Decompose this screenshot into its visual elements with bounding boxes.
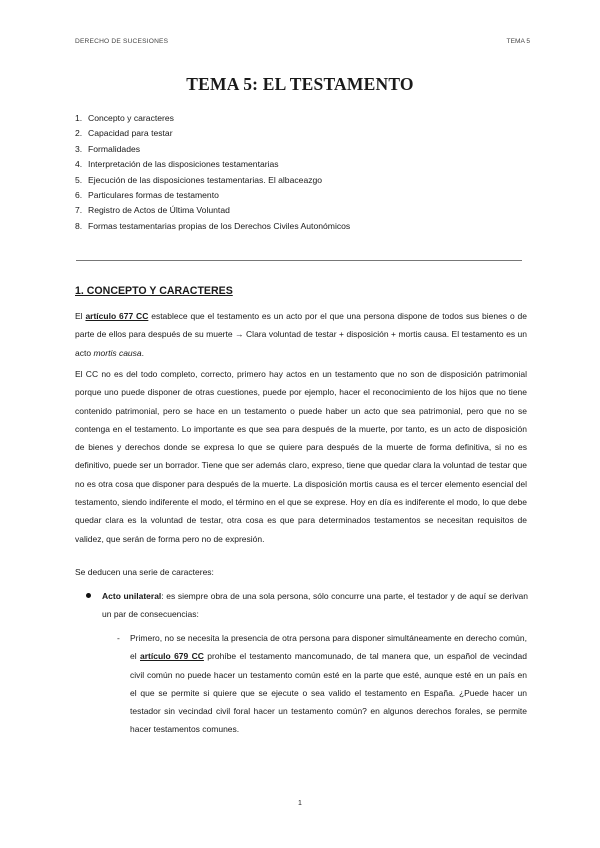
page-title: TEMA 5: EL TESTAMENTO <box>186 74 414 94</box>
text-run: El <box>75 311 86 321</box>
page-number: 1 <box>298 800 302 807</box>
paragraph-intro-characteristics: Se deducen una serie de caracteres: <box>75 567 214 577</box>
toc-label: Formas testamentarias propias de los Derechos Civiles Autonómicos <box>88 220 351 231</box>
header-right: TEMA 5 <box>506 38 530 45</box>
article-reference: artículo 679 CC <box>140 651 204 662</box>
toc-number: 5. <box>75 174 83 185</box>
toc-label: Particulares formas de testamento <box>88 190 219 201</box>
toc-number: 2. <box>75 128 83 139</box>
table-of-contents <box>75 111 350 234</box>
toc-item <box>75 142 350 157</box>
toc-item <box>75 111 350 126</box>
header-left: DERECHO DE SUCESIONES <box>75 38 169 45</box>
bullet-term: Acto unilateral <box>102 591 162 601</box>
toc-number: 3. <box>75 143 83 154</box>
section-divider <box>76 260 522 261</box>
toc-item <box>75 188 350 203</box>
section-heading: 1. CONCEPTO Y CARACTERES <box>75 285 233 297</box>
bullet-text <box>102 587 528 624</box>
article-reference: artículo 677 CC <box>85 311 149 321</box>
toc-label: Capacidad para testar <box>88 128 173 139</box>
toc-item <box>75 173 350 188</box>
toc-label: Ejecución de las disposiciones testamentarias. El albaceazgo <box>88 174 323 185</box>
dash-marker: - <box>117 633 120 643</box>
toc-label: Formalidades <box>88 143 141 154</box>
paragraph-explanation: El CC no es del todo completo, correcto, primero hay actos en un testamento que no son de disposición patrimonial porque uno puede disponer de otras cuestiones, puede por ejemplo, hacer el reconocimiento de los hijos que no tiene contenido patrimonial, pero se hace en un testamento o puede haber un acto que sea patrimonial, pero que no se contenga en el testamento. Lo importante es que sea para después de la muerte, por tanto, es un acto de disposición de bienes y derechos donde se expresa lo que se quiere para después de la muerte de forma definitiva, si no es definitivo, puede ser un borrador. Tiene que ser además claro, expreso, tiene que quedar clara la voluntad de testar que no es otra cosa que disponer para después de la muerte. La disposición mortis causa es el tercer elemento esencial del testamento, siendo indiferente el modo, el término en el que se exprese. Hoy en día es indiferente el modo, lo que debe quedar clara es la voluntad de testar, otra cosa es que para determinados testamentos se necesitan requisitos de validez, que serán de forma pero no de expresión. <box>75 369 527 544</box>
toc-number: 8. <box>75 220 83 231</box>
text-run: prohíbe el testamento mancomunado, de tal manera que, un español de vecindad civil común no puede hacer un testamento común esté en la parte que esté, aunque esté en un país en el que se permite si quiere que se ejecute o sea valido el testamento en España. ¿Puede hacer un testador sin vecindad civil foral hacer un testamento común? en algunos derechos forales, se permite hacer testamentos comunes. <box>130 651 528 735</box>
toc-item <box>75 219 350 234</box>
toc-item <box>75 126 350 141</box>
toc-label: Registro de Actos de Última Voluntad <box>88 205 230 216</box>
text-run: Primero, no se necesita la presencia de otra persona para disponer simultáneamente en derecho común, el <box>130 633 527 662</box>
text-run: . <box>141 347 144 358</box>
toc-item <box>75 157 350 172</box>
toc-number: 1. <box>75 113 83 123</box>
toc-number: 7. <box>75 205 83 216</box>
text-run: : es siempre obra de una sola persona, sólo concurre una parte, el testador y de aquí se derivan un par de consecuencias: <box>102 591 528 620</box>
toc-number: 6. <box>75 190 83 201</box>
sub-bullet-text <box>130 629 527 739</box>
toc-label: Interpretación de las disposiciones testamentarias <box>88 159 279 170</box>
paragraph-definition <box>75 307 527 362</box>
toc-number: 4. <box>75 159 83 170</box>
text-run: establece que el testamento es un acto por el que una persona dispone de todos sus bienes o de parte de ellos para después de su muerte → Clara voluntad de testar + disposición + mortis causa. El testamento es un acto <box>75 311 528 358</box>
toc-label: Concepto y caracteres <box>88 113 174 123</box>
bullet-dot-icon <box>86 593 91 598</box>
italic-term: mortis causa <box>93 347 142 358</box>
toc-item <box>75 203 350 218</box>
